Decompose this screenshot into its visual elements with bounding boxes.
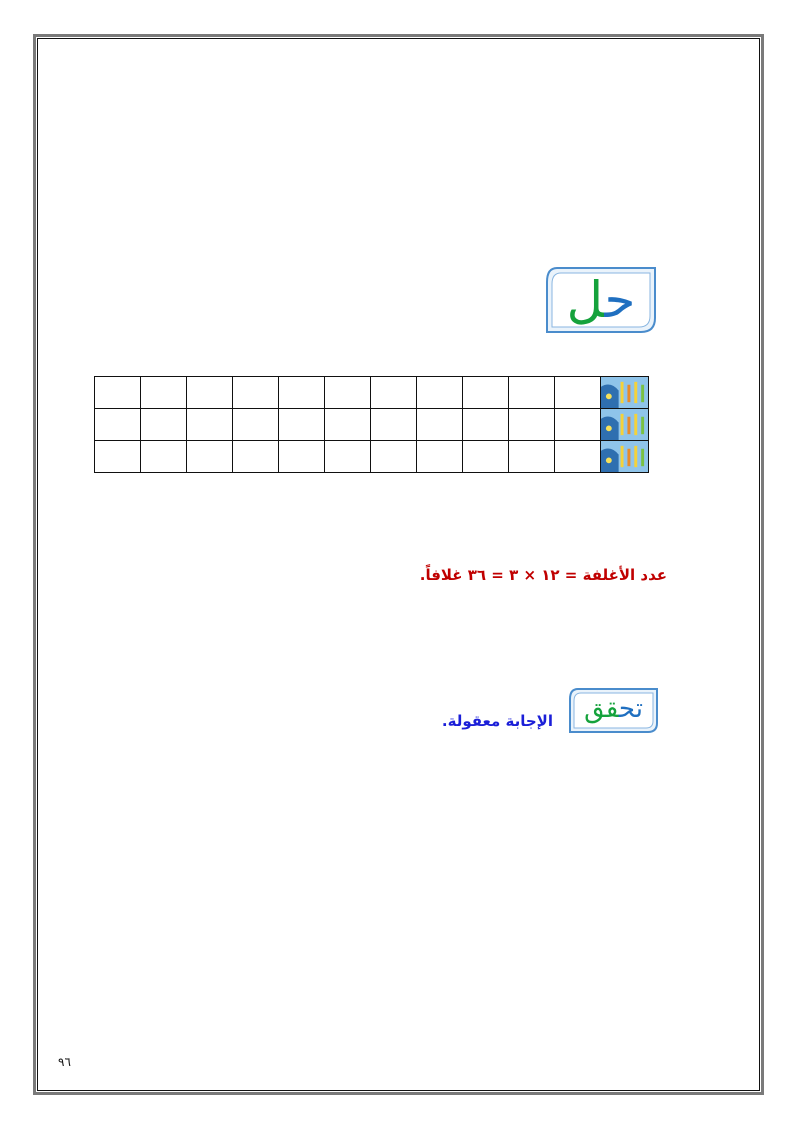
check-heading-part2: قق — [584, 694, 619, 724]
solve-heading-part1: ح — [604, 271, 636, 329]
answer-note: الإجابة معقولة. — [441, 712, 553, 730]
package-picture-cell — [601, 441, 649, 473]
grid-cell — [187, 409, 233, 441]
grid-cell — [141, 409, 187, 441]
grid-cell — [187, 377, 233, 409]
grid-cell — [463, 441, 509, 473]
grid-cell — [417, 441, 463, 473]
grid-cell — [141, 441, 187, 473]
package-picture-icon — [601, 377, 648, 408]
grid-cell — [371, 441, 417, 473]
package-picture-cell — [601, 409, 649, 441]
grid-row — [95, 441, 649, 473]
grid-cell — [233, 441, 279, 473]
grid-cell — [95, 441, 141, 473]
grid-cell — [417, 409, 463, 441]
grid-cell — [371, 409, 417, 441]
grid-cell — [279, 377, 325, 409]
page-number: ٩٦ — [58, 1055, 71, 1069]
grid-cell — [509, 441, 555, 473]
grid-cell — [555, 377, 601, 409]
package-picture-cell — [601, 377, 649, 409]
package-picture-icon — [601, 441, 648, 472]
grid-cell — [233, 377, 279, 409]
grid-cell — [463, 377, 509, 409]
package-picture-icon — [601, 409, 648, 440]
grid-cell — [555, 409, 601, 441]
check-heading-box — [568, 687, 659, 734]
check-heading-part1: تح — [618, 694, 643, 724]
grid-row — [95, 377, 649, 409]
grid-cell — [187, 441, 233, 473]
check-heading — [568, 691, 659, 727]
packages-grid — [94, 376, 649, 473]
grid-row — [95, 409, 649, 441]
grid-cell — [279, 409, 325, 441]
grid-cell — [95, 409, 141, 441]
grid-cell — [555, 441, 601, 473]
grid-cell — [233, 409, 279, 441]
grid-cell — [95, 377, 141, 409]
grid-cell — [325, 377, 371, 409]
grid-cell — [279, 441, 325, 473]
equation-text: عدد الأغلفة = ١٢ × ٣ = ٣٦ غلافاً. — [419, 566, 667, 584]
page-border-inner — [37, 38, 760, 1091]
grid-cell — [463, 409, 509, 441]
grid-cell — [141, 377, 187, 409]
solve-heading — [545, 270, 657, 330]
grid-cell — [417, 377, 463, 409]
grid-cell — [509, 409, 555, 441]
grid-cell — [325, 441, 371, 473]
grid-cell — [371, 377, 417, 409]
solve-heading-box — [545, 266, 657, 334]
grid-cell — [509, 377, 555, 409]
grid-cell — [325, 409, 371, 441]
solve-heading-part2: ل — [566, 271, 605, 329]
